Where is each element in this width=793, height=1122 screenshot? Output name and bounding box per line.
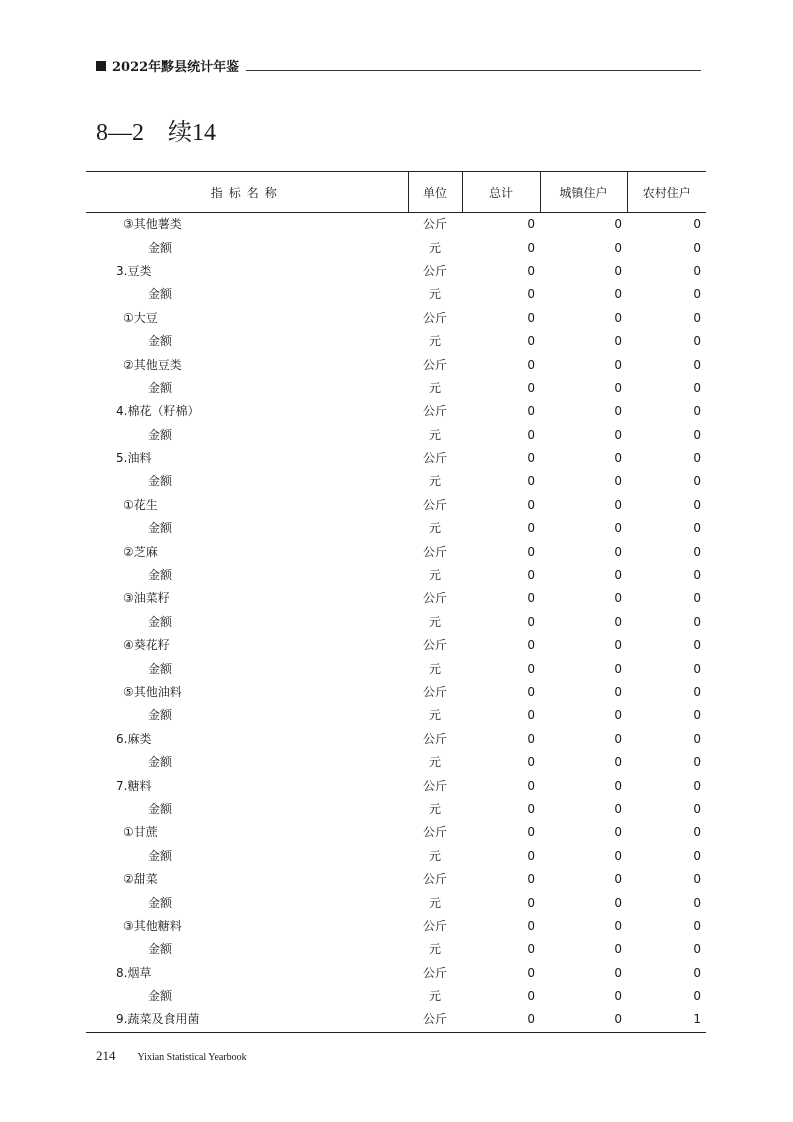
row-rural-value: 0 <box>693 614 701 629</box>
row-urban-value: 0 <box>614 427 622 442</box>
table-row <box>86 704 706 727</box>
table-row <box>86 587 706 610</box>
row-rural-value: 0 <box>693 497 701 512</box>
row-unit: 元 <box>428 614 441 629</box>
row-unit: 元 <box>428 942 441 957</box>
table-body <box>86 213 706 1033</box>
page-footer <box>96 1048 247 1064</box>
row-urban-value: 0 <box>614 217 622 232</box>
table-row <box>86 236 706 259</box>
table-row <box>86 260 706 283</box>
table-row <box>86 540 706 563</box>
row-unit: 元 <box>428 895 441 910</box>
row-unit: 公斤 <box>422 778 447 793</box>
row-indicator-name: 金额 <box>148 614 173 629</box>
row-indicator-name: 金额 <box>148 848 173 863</box>
row-urban-value: 0 <box>614 568 622 583</box>
column-header-urban: 城镇住户 <box>540 172 627 213</box>
publication-title: Yixian Statistical Yearbook <box>137 1052 247 1063</box>
row-total-value: 0 <box>527 708 535 723</box>
table-row <box>86 283 706 306</box>
row-total-value: 0 <box>527 685 535 699</box>
row-urban-value: 0 <box>614 240 622 255</box>
row-indicator-name: 金额 <box>148 801 173 816</box>
row-rural-value: 0 <box>693 708 701 723</box>
row-rural-value: 0 <box>693 568 701 583</box>
table-row <box>86 213 706 237</box>
row-total-value: 0 <box>527 240 535 255</box>
row-urban-value: 0 <box>614 287 622 302</box>
row-total-value: 0 <box>527 263 535 278</box>
row-unit: 元 <box>428 708 441 723</box>
row-unit: 公斤 <box>422 217 447 232</box>
row-rural-value: 0 <box>693 918 701 933</box>
header-rule <box>246 70 701 71</box>
row-total-value: 0 <box>527 521 535 536</box>
row-urban-value: 0 <box>614 521 622 536</box>
row-rural-value: 0 <box>693 872 701 887</box>
row-urban-value: 0 <box>614 755 622 770</box>
column-header-indicator: 指标名称 <box>86 172 408 213</box>
row-urban-value: 0 <box>614 591 622 606</box>
row-total-value: 0 <box>527 731 535 746</box>
row-rural-value: 0 <box>693 848 701 863</box>
row-urban-value: 0 <box>614 661 622 676</box>
row-unit: 公斤 <box>422 685 447 699</box>
row-rural-value: 0 <box>693 638 701 653</box>
row-unit: 公斤 <box>422 918 447 933</box>
row-unit: 公斤 <box>422 731 447 746</box>
row-rural-value: 0 <box>693 755 701 770</box>
row-unit: 公斤 <box>422 638 447 653</box>
row-total-value: 0 <box>527 474 535 489</box>
row-rural-value: 0 <box>693 287 701 302</box>
row-unit: 元 <box>428 661 441 676</box>
row-rural-value: 0 <box>693 240 701 255</box>
row-urban-value: 0 <box>614 708 622 723</box>
row-indicator-name: 6.麻类 <box>116 731 152 746</box>
table-row <box>86 938 706 961</box>
row-indicator-name: 3.豆类 <box>116 263 152 278</box>
row-indicator-name: 4.棉花（籽棉） <box>116 404 200 419</box>
row-unit: 元 <box>428 240 441 255</box>
row-total-value: 0 <box>527 497 535 512</box>
row-urban-value: 0 <box>614 357 622 372</box>
row-unit: 元 <box>428 848 441 863</box>
table-row <box>86 424 706 447</box>
row-indicator-name: 金额 <box>148 989 173 1004</box>
table-row <box>86 1008 706 1032</box>
table-header-row <box>86 172 706 213</box>
row-indicator-name: 金额 <box>148 287 173 302</box>
table-row <box>86 915 706 938</box>
row-unit: 元 <box>428 334 441 349</box>
row-urban-value: 0 <box>614 895 622 910</box>
row-total-value: 0 <box>527 942 535 957</box>
row-rural-value: 0 <box>693 521 701 536</box>
row-total-value: 0 <box>527 357 535 372</box>
table-row <box>86 377 706 400</box>
row-unit: 公斤 <box>422 451 447 466</box>
row-total-value: 0 <box>527 591 535 606</box>
row-urban-value: 0 <box>614 497 622 512</box>
row-total-value: 0 <box>527 287 535 302</box>
row-indicator-name: ③油菜籽 <box>123 591 170 606</box>
row-indicator-name: 金额 <box>148 240 173 255</box>
row-total-value: 0 <box>527 825 535 840</box>
row-rural-value: 0 <box>693 778 701 793</box>
table-row <box>86 985 706 1008</box>
table-row <box>86 470 706 493</box>
row-rural-value: 0 <box>693 334 701 349</box>
row-urban-value: 0 <box>614 614 622 629</box>
row-rural-value: 0 <box>693 380 701 395</box>
row-rural-value: 0 <box>693 989 701 1004</box>
row-total-value: 0 <box>527 918 535 933</box>
row-indicator-name: 7.糖料 <box>116 778 152 793</box>
row-urban-value: 0 <box>614 404 622 419</box>
row-urban-value: 0 <box>614 474 622 489</box>
column-header-unit: 单位 <box>408 172 462 213</box>
row-indicator-name: 金额 <box>148 334 173 349</box>
row-rural-value: 0 <box>693 801 701 816</box>
row-rural-value: 0 <box>693 895 701 910</box>
row-urban-value: 0 <box>614 848 622 863</box>
row-total-value: 0 <box>527 310 535 325</box>
row-urban-value: 0 <box>614 685 622 699</box>
row-unit: 元 <box>428 521 441 536</box>
table-row <box>86 400 706 423</box>
row-rural-value: 0 <box>693 825 701 840</box>
row-unit: 元 <box>428 801 441 816</box>
table-row <box>86 821 706 844</box>
row-rural-value: 0 <box>693 217 701 232</box>
row-urban-value: 0 <box>614 918 622 933</box>
row-indicator-name: 金额 <box>148 568 173 583</box>
row-rural-value: 0 <box>693 544 701 559</box>
row-rural-value: 0 <box>693 474 701 489</box>
row-urban-value: 0 <box>614 263 622 278</box>
row-urban-value: 0 <box>614 380 622 395</box>
table-row <box>86 611 706 634</box>
row-total-value: 0 <box>527 778 535 793</box>
row-unit: 公斤 <box>422 404 447 419</box>
row-indicator-name: 金额 <box>148 708 173 723</box>
row-indicator-name: 金额 <box>148 474 173 489</box>
column-header-rural: 农村住户 <box>627 172 706 213</box>
row-total-value: 0 <box>462 1008 540 1032</box>
row-indicator-name: 金额 <box>148 661 173 676</box>
page-number: 214 <box>96 1048 116 1063</box>
row-rural-value: 0 <box>693 661 701 676</box>
row-rural-value: 0 <box>693 310 701 325</box>
row-total-value: 0 <box>527 895 535 910</box>
table-title: 8—2 续14 <box>96 120 216 146</box>
table-row <box>86 330 706 353</box>
row-unit: 公斤 <box>422 591 447 606</box>
table-row <box>86 751 706 774</box>
row-urban-value: 0 <box>614 731 622 746</box>
row-total-value: 0 <box>527 568 535 583</box>
table-row <box>86 728 706 751</box>
table-row <box>86 868 706 891</box>
table-row <box>86 962 706 985</box>
row-rural-value: 0 <box>693 591 701 606</box>
table-row <box>86 774 706 797</box>
row-urban-value: 0 <box>614 334 622 349</box>
running-title: 2022年黟县统计年鉴 <box>112 60 240 75</box>
row-indicator-name: 金额 <box>148 942 173 957</box>
row-rural-value: 0 <box>693 965 701 980</box>
row-unit: 公斤 <box>422 357 447 372</box>
row-urban-value: 0 <box>614 544 622 559</box>
row-indicator-name: ①花生 <box>123 497 158 512</box>
column-header-total: 总计 <box>462 172 540 213</box>
row-indicator-name: ②其他豆类 <box>123 357 182 372</box>
row-unit: 元 <box>428 287 441 302</box>
row-rural-value: 1 <box>627 1008 706 1032</box>
row-indicator-name: ③其他糖料 <box>123 918 182 933</box>
row-indicator-name: 金额 <box>148 755 173 770</box>
row-unit: 公斤 <box>422 544 447 559</box>
row-total-value: 0 <box>527 380 535 395</box>
row-total-value: 0 <box>527 404 535 419</box>
row-rural-value: 0 <box>693 404 701 419</box>
table-row <box>86 891 706 914</box>
table-row <box>86 517 706 540</box>
row-total-value: 0 <box>527 614 535 629</box>
row-total-value: 0 <box>527 451 535 466</box>
row-unit: 元 <box>428 755 441 770</box>
row-urban-value: 0 <box>614 942 622 957</box>
table-row <box>86 657 706 680</box>
row-total-value: 0 <box>527 544 535 559</box>
row-unit: 公斤 <box>422 310 447 325</box>
row-unit: 公斤 <box>408 1008 462 1032</box>
row-rural-value: 0 <box>693 263 701 278</box>
row-urban-value: 0 <box>614 638 622 653</box>
statistics-table <box>86 171 706 1033</box>
row-indicator-name: 金额 <box>148 380 173 395</box>
row-rural-value: 0 <box>693 451 701 466</box>
row-unit: 公斤 <box>422 872 447 887</box>
row-rural-value: 0 <box>693 942 701 957</box>
table-row <box>86 845 706 868</box>
row-urban-value: 0 <box>614 310 622 325</box>
row-urban-value: 0 <box>614 825 622 840</box>
row-total-value: 0 <box>527 801 535 816</box>
row-total-value: 0 <box>527 427 535 442</box>
square-bullet-icon <box>96 61 106 71</box>
row-indicator-name: 金额 <box>148 427 173 442</box>
row-urban-value: 0 <box>614 989 622 1004</box>
row-urban-value: 0 <box>614 965 622 980</box>
row-unit: 公斤 <box>422 965 447 980</box>
row-indicator-name: ①甘蔗 <box>123 825 158 840</box>
row-unit: 元 <box>428 474 441 489</box>
row-unit: 公斤 <box>422 263 447 278</box>
table-row <box>86 494 706 517</box>
row-unit: 公斤 <box>422 497 447 512</box>
row-rural-value: 0 <box>693 357 701 372</box>
row-unit: 元 <box>428 380 441 395</box>
row-total-value: 0 <box>527 989 535 1004</box>
row-indicator-name: 8.烟草 <box>116 965 152 980</box>
row-urban-value: 0 <box>614 778 622 793</box>
row-total-value: 0 <box>527 217 535 232</box>
row-total-value: 0 <box>527 848 535 863</box>
row-rural-value: 0 <box>693 427 701 442</box>
row-urban-value: 0 <box>614 872 622 887</box>
table-row <box>86 798 706 821</box>
row-indicator-name: ①大豆 <box>123 310 158 325</box>
table-row <box>86 307 706 330</box>
table-row <box>86 634 706 657</box>
row-indicator-name: ②芝麻 <box>123 544 158 559</box>
row-rural-value: 0 <box>693 731 701 746</box>
row-indicator-name: ④葵花籽 <box>123 638 170 653</box>
row-total-value: 0 <box>527 755 535 770</box>
row-indicator-name: 9.蔬菜及食用菌 <box>86 1008 408 1032</box>
row-urban-value: 0 <box>540 1008 627 1032</box>
table-row <box>86 564 706 587</box>
table-row <box>86 353 706 376</box>
row-indicator-name: ③其他薯类 <box>123 217 182 232</box>
row-rural-value: 0 <box>693 685 701 699</box>
table-row <box>86 681 706 704</box>
row-indicator-name: 5.油料 <box>116 451 152 466</box>
row-total-value: 0 <box>527 638 535 653</box>
table-row <box>86 447 706 470</box>
row-total-value: 0 <box>527 661 535 676</box>
running-header <box>96 56 239 75</box>
row-unit: 元 <box>428 568 441 583</box>
row-unit: 公斤 <box>422 825 447 840</box>
row-total-value: 0 <box>527 872 535 887</box>
row-indicator-name: 金额 <box>148 521 173 536</box>
row-urban-value: 0 <box>614 451 622 466</box>
row-indicator-name: ⑤其他油料 <box>123 685 182 699</box>
row-total-value: 0 <box>527 334 535 349</box>
row-indicator-name: 金额 <box>148 895 173 910</box>
row-indicator-name: ②甜菜 <box>123 872 158 887</box>
row-unit: 元 <box>428 989 441 1004</box>
row-total-value: 0 <box>527 965 535 980</box>
row-urban-value: 0 <box>614 801 622 816</box>
row-unit: 元 <box>428 427 441 442</box>
